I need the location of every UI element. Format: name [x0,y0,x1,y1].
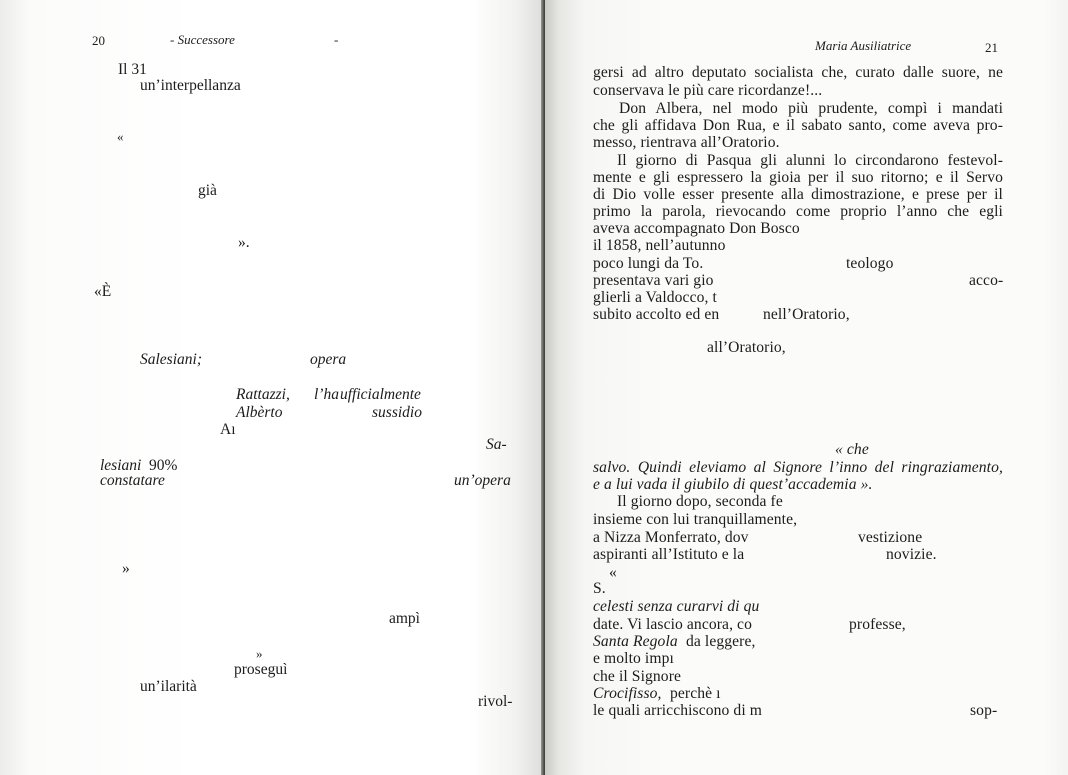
right-page [545,0,1068,775]
text-fragment: l’ha [314,386,339,403]
text-fragment: Aı [220,421,236,438]
text-fragment: 90% [149,457,178,474]
text-line: date. Vi lascio ancora, co [593,616,752,633]
text-fragment: ufficialmente [340,386,421,403]
text-line: insieme con lui tranquillamente, [593,511,798,528]
text-line: vestizione [858,529,923,546]
text-line: aspiranti all’Istituto e la [593,546,745,563]
text-fragment: un’opera [454,472,511,489]
text-line: che gli affidava Don Rua, e il sabato santo, come aveva pro- [593,117,1003,134]
text-line: professe, [849,616,906,633]
text-line: subito accolto ed en [593,306,720,323]
text-line: poco lungi da To. [593,255,704,272]
text-line: da leggere, [686,633,756,650]
text-line: Santa Regola [593,633,678,650]
text-fragment: ampì [389,610,420,627]
text-line: Crocifisso, [593,685,662,702]
text-line: il 1858, nell’autunno [593,237,726,254]
text-fragment: Albèrto [236,404,283,421]
text-fragment: Rattazzi, [236,386,290,403]
text-fragment: » [122,560,130,577]
text-line: presentava vari gio [593,272,714,289]
text-fragment: un’ilarità [140,678,197,695]
text-fragment: rivol- [478,693,513,710]
text-line: messo, rientrava all’Oratorio. [593,134,780,151]
text-line: di Dio volle esser presente alla dimostrazione, e prese per il [593,186,1003,203]
text-line: all’Oratorio, [707,339,786,356]
text-line: primo la parola, rievocando come proprio l’anno che egli [593,203,1003,220]
text-line: « [609,564,617,581]
text-fragment: ». [238,234,250,251]
text-fragment: Salesiani; [140,351,202,368]
text-line: Don Albera, nel modo più prudente, compì i mandati [619,100,1003,117]
running-head-left: - Successore [170,32,235,47]
text-fragment: un’interpellanza [140,77,241,94]
text-line: le quali arricchiscono di m [593,702,762,719]
text-line: Il giorno di Pasqua gli alunni lo circondarono festevol- [617,152,1003,169]
text-line: nell’Oratorio, [763,306,850,323]
text-line: novizie. [886,546,937,563]
text-line: S. [593,580,606,597]
text-fragment: « [117,129,124,144]
text-line: perchè ı [670,685,721,702]
text-fragment: constatare [100,472,165,489]
text-line: gersi ad altro deputato socialista che, curato dalle suore, ne [593,64,1003,81]
text-line: Il giorno dopo, seconda fe [617,493,783,510]
text-fragment: Sa- [486,436,507,453]
text-line: che il Signore [593,668,682,685]
text-line: glierli a Valdocco, t [593,289,717,306]
text-fragment: Il 31 [118,61,147,78]
text-line: conservava le più care ricordanze!... [593,82,823,99]
page-number-right: 21 [985,40,998,55]
text-line: aveva accompagnato Don Bosco [593,220,800,237]
text-fragment: lesiani [100,457,142,474]
text-line: e a lui vada il giubilo di quest’accademia ». [593,476,873,493]
text-line: salvo. Quindi eleviamo al Signore l’inno del ringraziamento, [593,459,1003,476]
text-line: acco- [969,272,1004,289]
text-fragment: già [198,182,217,199]
text-fragment: sussidio [372,404,422,421]
running-mark-left: - [334,32,339,47]
text-fragment: proseguì [234,661,288,678]
text-fragment: » [256,646,263,661]
text-line: teologo [846,255,894,272]
text-line: a Nizza Monferrato, dov [593,529,749,546]
text-line: e molto impı [593,650,674,667]
page-number-left: 20 [92,33,105,48]
text-fragment: opera [310,351,347,368]
running-head-right: Maria Ausiliatrice [815,38,912,53]
text-line: mente e gli espressero la gioia per il suo ritorno; e il Servo [593,169,1003,186]
text-line: sop- [970,702,998,719]
text-fragment: «È [94,283,112,300]
text-line: celesti senza curarvi di qu [593,598,760,615]
text-line: « che [835,441,869,458]
